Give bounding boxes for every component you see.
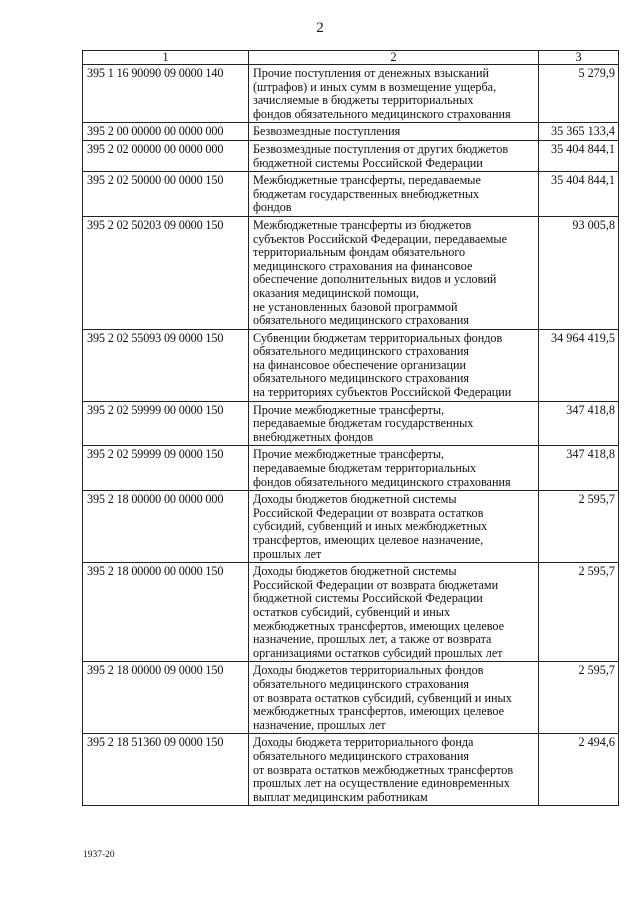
table-row	[83, 65, 619, 123]
amount-value: 347 418,8	[539, 446, 619, 491]
table-row	[83, 401, 619, 446]
amount-value: 35 404 844,1	[539, 140, 619, 171]
revenue-name: Субвенции бюджетам территориальных фондов обязательного медицинского страхования на финансовое обеспечение организации обязательного медицинского страхования на территориях субъектов Российской Федерации	[249, 329, 539, 401]
revenue-name: Доходы бюджета территориального фонда обязательного медицинского страхования от возврата остатков межбюджетных трансфертов прошлых лет на осуществление единовременных выплат медицинским работникам	[249, 734, 539, 806]
header-col-1: 1	[83, 51, 249, 65]
table-row	[83, 446, 619, 491]
budget-code: 395 2 02 59999 09 0000 150	[83, 446, 249, 491]
budget-code: 395 2 02 50000 00 0000 150	[83, 172, 249, 217]
revenue-name: Безвозмездные поступления от других бюджетов бюджетной системы Российской Федерации	[249, 140, 539, 171]
table-row	[83, 662, 619, 734]
table-row	[83, 491, 619, 563]
revenue-name: Доходы бюджетов территориальных фондов обязательного медицинского страхования от возврата остатков субсидий, субвенций и иных межбюджетных трансфертов, имеющих целевое назначение, прошлых лет	[249, 662, 539, 734]
amount-value: 2 595,7	[539, 491, 619, 563]
table-row	[83, 734, 619, 806]
revenue-name: Прочие поступления от денежных взысканий (штрафов) и иных сумм в возмещение ущерба, зачисляемые в бюджеты территориальных фондов обязательного медицинского страхования	[249, 65, 539, 123]
table-row	[83, 329, 619, 401]
amount-value: 93 005,8	[539, 216, 619, 329]
table-body	[83, 65, 619, 806]
budget-code: 395 2 18 00000 00 0000 150	[83, 563, 249, 662]
amount-value: 347 418,8	[539, 401, 619, 446]
budget-code: 395 2 02 59999 00 0000 150	[83, 401, 249, 446]
revenue-name: Прочие межбюджетные трансферты, передаваемые бюджетам территориальных фондов обязательного медицинского страхования	[249, 446, 539, 491]
revenue-name: Межбюджетные трансферты, передаваемые бюджетам государственных внебюджетных фондов	[249, 172, 539, 217]
budget-code: 395 2 18 51360 09 0000 150	[83, 734, 249, 806]
table-header	[83, 51, 619, 65]
table-row	[83, 140, 619, 171]
header-col-3: 3	[539, 51, 619, 65]
document-number: 1937-20	[83, 850, 115, 860]
amount-value: 2 595,7	[539, 563, 619, 662]
budget-code: 395 2 18 00000 09 0000 150	[83, 662, 249, 734]
budget-code: 395 2 02 55093 09 0000 150	[83, 329, 249, 401]
budget-code: 395 2 18 00000 00 0000 000	[83, 491, 249, 563]
amount-value: 34 964 419,5	[539, 329, 619, 401]
table-row	[83, 216, 619, 329]
table-row	[83, 563, 619, 662]
budget-code: 395 2 02 00000 00 0000 000	[83, 140, 249, 171]
revenue-name: Доходы бюджетов бюджетной системы Российской Федерации от возврата остатков субсидий, субвенций и иных межбюджетных трансфертов, имеющих целевое назначение, прошлых лет	[249, 491, 539, 563]
table-row	[83, 123, 619, 141]
amount-value: 5 279,9	[539, 65, 619, 123]
revenue-name: Доходы бюджетов бюджетной системы Российской Федерации от возврата бюджетами бюджетной системы Российской Федерации остатков субсидий, субвенций и иных межбюджетных трансфертов, имеющих целевое назначение, прошлых лет, а также от возврата организациями остатков субсидий прошлых лет	[249, 563, 539, 662]
header-row	[83, 51, 619, 65]
amount-value: 2 595,7	[539, 662, 619, 734]
amount-value: 35 365 133,4	[539, 123, 619, 141]
revenue-name: Безвозмездные поступления	[249, 123, 539, 141]
revenue-name: Межбюджетные трансферты из бюджетов субъектов Российской Федерации, передаваемые территориальным фондам обязательного медицинского страхования на финансовое обеспечение дополнительных видов и условий оказания медицинской помощи, не установленных базовой программой обязательного медицинского страхования	[249, 216, 539, 329]
table-row	[83, 172, 619, 217]
budget-code: 395 2 00 00000 00 0000 000	[83, 123, 249, 141]
header-col-2: 2	[249, 51, 539, 65]
revenue-name: Прочие межбюджетные трансферты, передаваемые бюджетам государственных внебюджетных фондов	[249, 401, 539, 446]
page-number: 2	[316, 20, 324, 36]
revenue-table	[82, 50, 619, 806]
budget-code: 395 2 02 50203 09 0000 150	[83, 216, 249, 329]
amount-value: 35 404 844,1	[539, 172, 619, 217]
budget-code: 395 1 16 90090 09 0000 140	[83, 65, 249, 123]
amount-value: 2 494,6	[539, 734, 619, 806]
